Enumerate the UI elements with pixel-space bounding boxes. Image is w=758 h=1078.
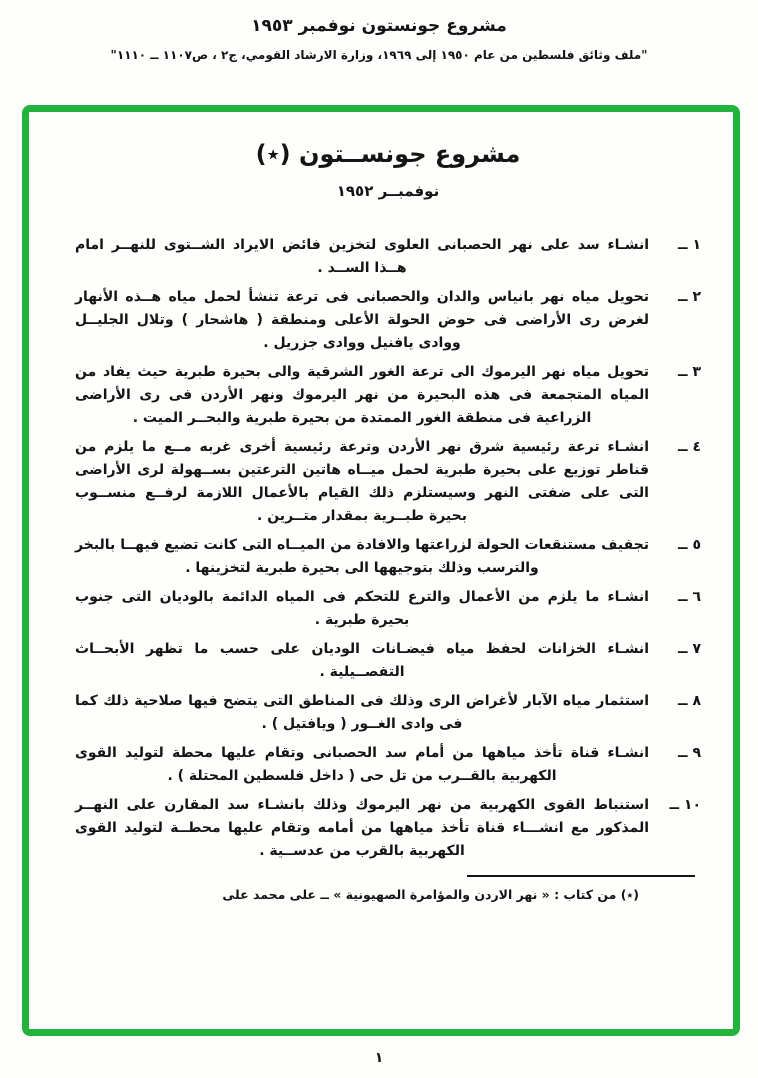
item-text: تجفيف مستنقعات الحولة لزراعتها والافادة من الميــاه التى كانت تضيع فيهــا بالبخر والترسب وذلك بتوجيهها الى بحيرة طبرية لتخزينها . bbox=[75, 537, 649, 576]
item-text: تحويل مياه نهر بانياس والدان والحصبانى فى ترعة تنشأ لحمل مياه هــذه الأنهار لغرض رى الأراضى فى حوض الحولة الأعلى ومنطقة ( هاشحار ) وتلال الجليــل ووادى يافنيل ووادى جزريل . bbox=[75, 289, 649, 351]
item-text: انشـاء قناة تأخذ مياهها من أمام سد الحصبانى وتقام عليها محطة لتوليد القوى الكهربية بالقــرب من تل حى ( داخل فلسطين المحتلة ) . bbox=[75, 745, 649, 784]
footnote-text: (٭) من كتاب : « نهر الاردن والمؤامرة الصهيونية » ــ على محمد على bbox=[222, 887, 639, 902]
page-number: ١ bbox=[374, 1050, 384, 1066]
item-text: انشـاء ترعة رئيسية شرق نهر الأردن وترعة رئيسية أخرى غربه مــع ما يلزم من قناطر توزيع على بحيرة طبرية لحمل ميــاه هاتين الترعتين بســهولة لرى الأراضى التى على ضفتى النهر وسيستلزم ذلك القيام بالأعمال اللازمة لرفــع منســوب بحيرة طبــرية بمقدار متــرين . bbox=[75, 439, 649, 524]
item-number: ٥ ــ bbox=[678, 537, 701, 553]
item-text: استثمار مياه الآبار لأغراض الرى وذلك فى المناطق التى يتضح فيها صلاحية ذلك كما فى وادى الغــور ( ويافتيل ) . bbox=[75, 693, 649, 732]
item-text: تحويل مياه نهر اليرموك الى ترعة الغور الشرقية والى بحيرة طبرية حيث يفاد من المياه المتجمعة فى هذه البحيرة من نهر اليرموك ونهر الأردن فى رى الأراضى الزراعية فى منطقة الغور الممتدة من بحيرة طبرية والبحــر الميت . bbox=[75, 364, 649, 426]
list-item bbox=[75, 234, 701, 280]
footnote-divider bbox=[467, 875, 695, 877]
list-item bbox=[75, 286, 701, 355]
document-date: نوفمبــر ١٩٥٢ bbox=[336, 182, 440, 200]
item-number: ٨ ــ bbox=[678, 693, 701, 709]
item-text: انشـاء ما يلزم من الأعمال والترع للتحكم فى المياه الدائمة بالوديان التى جنوب بحيرة طبرية . bbox=[75, 589, 649, 628]
list-item bbox=[75, 586, 701, 632]
item-text: انشـاء سد على نهر الحصبانى العلوى لتخزين فائض الايراد الشــتوى للنهــر امام هــذا الســد . bbox=[75, 237, 649, 276]
document-title: مشروع جونســتون (٭) bbox=[255, 140, 521, 168]
list-item bbox=[75, 534, 701, 580]
page-header-title: مشروع جونستون نوفمبر ١٩٥٣ bbox=[251, 16, 507, 36]
list-item bbox=[75, 638, 701, 684]
item-number: ٢ ــ bbox=[678, 289, 701, 305]
item-number: ١٠ ــ bbox=[669, 797, 701, 813]
list-item bbox=[75, 361, 701, 430]
item-number: ٩ ــ bbox=[678, 745, 701, 761]
item-text: استنباط القوى الكهربية من نهر اليرموك وذلك بانشـاء سد المقارن على النهــر المذكور مع انشـــاء قناة تأخذ مياهها من أمامه وتقام عليها محطــة لتوليد القوى الكهربية بالقرب من عدســية . bbox=[75, 797, 649, 859]
numbered-list bbox=[75, 234, 701, 863]
item-number: ٧ ــ bbox=[678, 641, 701, 657]
list-item bbox=[75, 436, 701, 528]
page-header-subtitle: "ملف وثائق فلسطين من عام ١٩٥٠ إلى ١٩٦٩، وزارة الارشاد القومي، ج٢ ، ص١١٠٧ ــ ١١١٠" bbox=[110, 48, 648, 62]
item-text: انشـاء الخزانات لحفظ مياه فيضـانات الوديان على حسب ما تظهر الأبحــاث التفصــيلية . bbox=[75, 641, 649, 680]
item-number: ٤ ــ bbox=[678, 439, 701, 455]
green-border-box bbox=[22, 105, 740, 1036]
item-number: ٣ ــ bbox=[678, 364, 701, 380]
list-item bbox=[75, 690, 701, 736]
item-number: ١ ــ bbox=[678, 237, 701, 253]
list-item bbox=[75, 742, 701, 788]
item-number: ٦ ــ bbox=[678, 589, 701, 605]
list-item bbox=[75, 794, 701, 863]
